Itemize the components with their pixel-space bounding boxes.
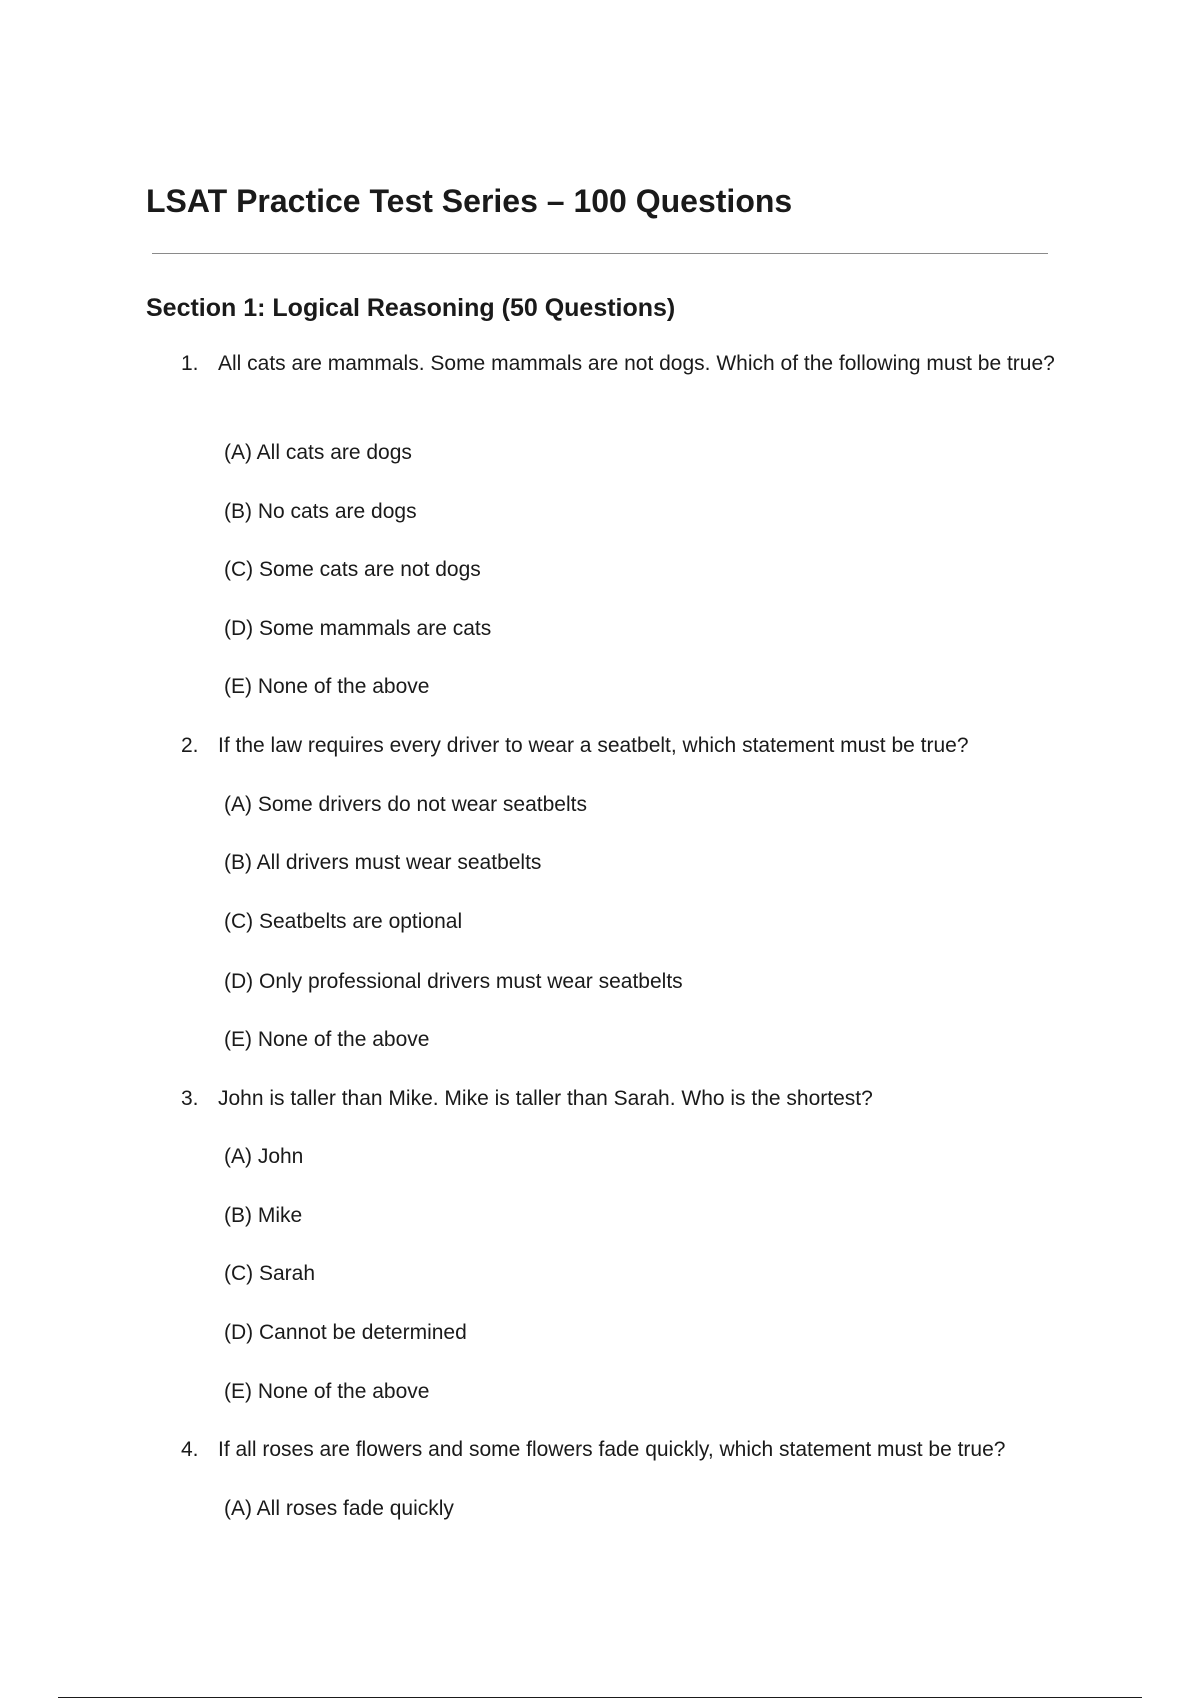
answer-option: (C) Some cats are not dogs [224, 558, 481, 581]
answer-option: (D) Cannot be determined [224, 1321, 467, 1344]
answer-option: (A) All roses fade quickly [224, 1497, 454, 1520]
footer-divider [58, 1697, 1142, 1698]
answer-option: (E) None of the above [224, 1028, 430, 1051]
section-heading: Section 1: Logical Reasoning (50 Questions) [146, 294, 676, 322]
answer-option: (C) Sarah [224, 1262, 316, 1285]
question-number: 2. [181, 734, 199, 757]
question-text: John is taller than Mike. Mike is taller than Sarah. Who is the shortest? [218, 1087, 873, 1110]
answer-option: (B) Mike [224, 1204, 303, 1227]
answer-option: (B) All drivers must wear seatbelts [224, 851, 542, 874]
question-text: All cats are mammals. Some mammals are not dogs. Which of the following must be true? [218, 352, 1055, 375]
question-number: 4. [181, 1438, 199, 1461]
question-text: If all roses are flowers and some flowers fade quickly, which statement must be true? [218, 1438, 1006, 1461]
document-title: LSAT Practice Test Series – 100 Questions [146, 183, 793, 219]
answer-option: (A) John [224, 1145, 304, 1168]
answer-option: (E) None of the above [224, 1380, 430, 1403]
question-number: 1. [181, 352, 199, 375]
answer-option: (A) Some drivers do not wear seatbelts [224, 793, 587, 816]
answer-option: (E) None of the above [224, 675, 430, 698]
answer-option: (A) All cats are dogs [224, 441, 412, 464]
question-text: If the law requires every driver to wear a seatbelt, which statement must be true? [218, 734, 969, 757]
answer-option: (C) Seatbelts are optional [224, 910, 463, 933]
answer-option: (D) Some mammals are cats [224, 617, 492, 640]
answer-option: (D) Only professional drivers must wear seatbelts [224, 970, 683, 993]
question-number: 3. [181, 1087, 199, 1110]
answer-option: (B) No cats are dogs [224, 500, 417, 523]
